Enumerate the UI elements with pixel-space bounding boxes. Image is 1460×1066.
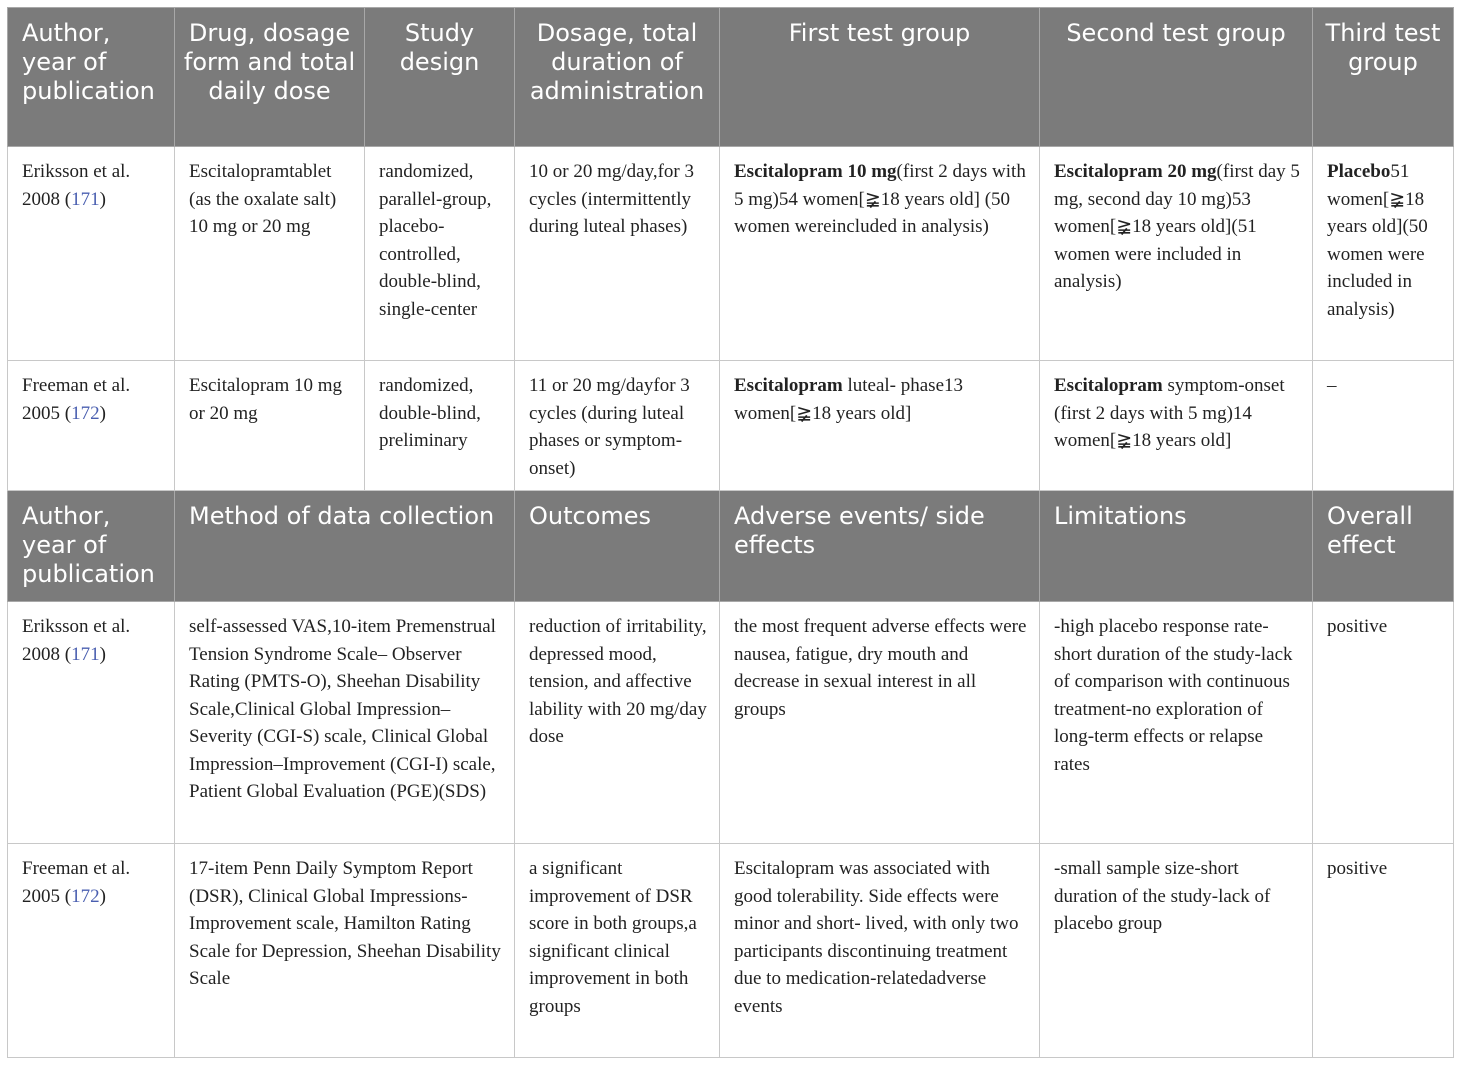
group-detail: (first day 5 mg, second day 10 mg)53 women[≩18 years old](51 women were included in analysis) xyxy=(1054,161,1300,292)
cell-second-group xyxy=(1040,361,1313,491)
header-first-group: First test group xyxy=(720,8,1040,147)
header-second-group: Second test group xyxy=(1040,8,1313,147)
group-name: Escitalopram xyxy=(1054,375,1163,396)
cell-overall-effect: positive xyxy=(1313,602,1454,844)
author-text-end: ) xyxy=(99,885,106,907)
table-row xyxy=(8,147,1454,361)
cell-outcomes: a significant improvement of DSR score in both groups,a significant clinical improvement in both groups xyxy=(515,844,720,1058)
author-text: Eriksson et al. 2008 ( xyxy=(22,616,131,665)
header-author: Author, year of publication xyxy=(8,8,175,147)
header-dosage: Dosage, total duration of administration xyxy=(515,8,720,147)
reference-link[interactable]: 171 xyxy=(71,188,100,210)
cell-first-group xyxy=(720,147,1040,361)
header-drug: Drug, dosage form and total daily dose xyxy=(175,8,365,147)
header-row-results xyxy=(8,491,1454,602)
header-adverse-events: Adverse events/ side effects xyxy=(720,491,1040,602)
cell-dosage: 10 or 20 mg/day,for 3 cycles (intermittently during luteal phases) xyxy=(515,147,720,361)
cell-limitations: -high placebo response rate-short duration of the study-lack of comparison with continuous treatment-no exploration of long-term effects or relapse rates xyxy=(1040,602,1313,844)
cell-third-group: – xyxy=(1313,361,1454,491)
cell-third-group xyxy=(1313,147,1454,361)
group-detail: (first 2 days with 5 mg)54 women[≩18 years old] (50 women wereincluded in analysis) xyxy=(734,161,1026,237)
cell-design: randomized, double-blind, preliminary xyxy=(365,361,515,491)
table-row xyxy=(8,844,1454,1058)
cell-design: randomized, parallel-group, placebo-controlled, double-blind, single-center xyxy=(365,147,515,361)
cell-adverse-events: the most frequent adverse effects were nausea, fatigue, dry mouth and decrease in sexual interest in all groups xyxy=(720,602,1040,844)
group-name: Escitalopram 10 mg xyxy=(734,161,897,182)
author-text-end: ) xyxy=(99,188,106,210)
cell-method: 17-item Penn Daily Symptom Report (DSR), Clinical Global Impressions-Improvement scale, Hamilton Rating Scale for Depression, Sheehan Disability Scale xyxy=(175,844,515,1058)
group-name: Placebo xyxy=(1327,161,1391,182)
cell-author xyxy=(8,147,175,361)
author-text-end: ) xyxy=(99,643,106,665)
header-overall-effect: Overall effect xyxy=(1313,491,1454,602)
cell-outcomes: reduction of irritability, depressed mood, tension, and affective lability with 20 mg/day dose xyxy=(515,602,720,844)
header-author: Author, year of publication xyxy=(8,491,175,602)
cell-overall-effect: positive xyxy=(1313,844,1454,1058)
group-detail: 51 women[≩18 years old](50 women were included in analysis) xyxy=(1327,161,1428,320)
header-design: Study design xyxy=(365,8,515,147)
header-outcomes: Outcomes xyxy=(515,491,720,602)
cell-limitations: -small sample size-short duration of the study-lack of placebo group xyxy=(1040,844,1313,1058)
cell-author xyxy=(8,361,175,491)
table-row xyxy=(8,361,1454,491)
group-name: Escitalopram 20 mg xyxy=(1054,161,1217,182)
header-row-study xyxy=(8,8,1454,147)
author-text-end: ) xyxy=(99,402,106,424)
group-name: Escitalopram xyxy=(734,375,843,396)
group-detail: luteal- phase13 women[≩18 years old] xyxy=(734,375,964,424)
header-third-group: Third test group xyxy=(1313,8,1454,147)
cell-adverse-events: Escitalopram was associated with good tolerability. Side effects were minor and short- lived, with only two participants discontinuing treatment due to medication-relatedadverse events xyxy=(720,844,1040,1058)
cell-first-group xyxy=(720,361,1040,491)
header-limitations: Limitations xyxy=(1040,491,1313,602)
cell-author xyxy=(8,844,175,1058)
reference-link[interactable]: 172 xyxy=(71,885,100,907)
cell-author xyxy=(8,602,175,844)
group-detail: symptom-onset (first 2 days with 5 mg)14 women[≩18 years old] xyxy=(1054,375,1285,451)
author-text: Freeman et al. 2005 ( xyxy=(22,858,131,907)
header-method: Method of data collection xyxy=(175,491,515,602)
cell-method: self-assessed VAS,10-item Premenstrual Tension Syndrome Scale– Observer Rating (PMTS-O), Sheehan Disability Scale,Clinical Global Impression–Severity (CGI-S) scale, Clinical Global Impression–Improvement (CGI-I) scale, Patient Global Evaluation (PGE)(SDS) xyxy=(175,602,515,844)
study-table xyxy=(7,7,1454,1058)
cell-dosage: 11 or 20 mg/dayfor 3 cycles (during luteal phases or symptom-onset) xyxy=(515,361,720,491)
cell-drug: Escitalopram 10 mg or 20 mg xyxy=(175,361,365,491)
cell-second-group xyxy=(1040,147,1313,361)
reference-link[interactable]: 172 xyxy=(71,402,100,424)
author-text: Freeman et al. 2005 ( xyxy=(22,375,131,424)
table-row xyxy=(8,602,1454,844)
reference-link[interactable]: 171 xyxy=(71,643,100,665)
cell-drug: Escitalopramtablet (as the oxalate salt) 10 mg or 20 mg xyxy=(175,147,365,361)
author-text: Eriksson et al. 2008 ( xyxy=(22,161,131,210)
